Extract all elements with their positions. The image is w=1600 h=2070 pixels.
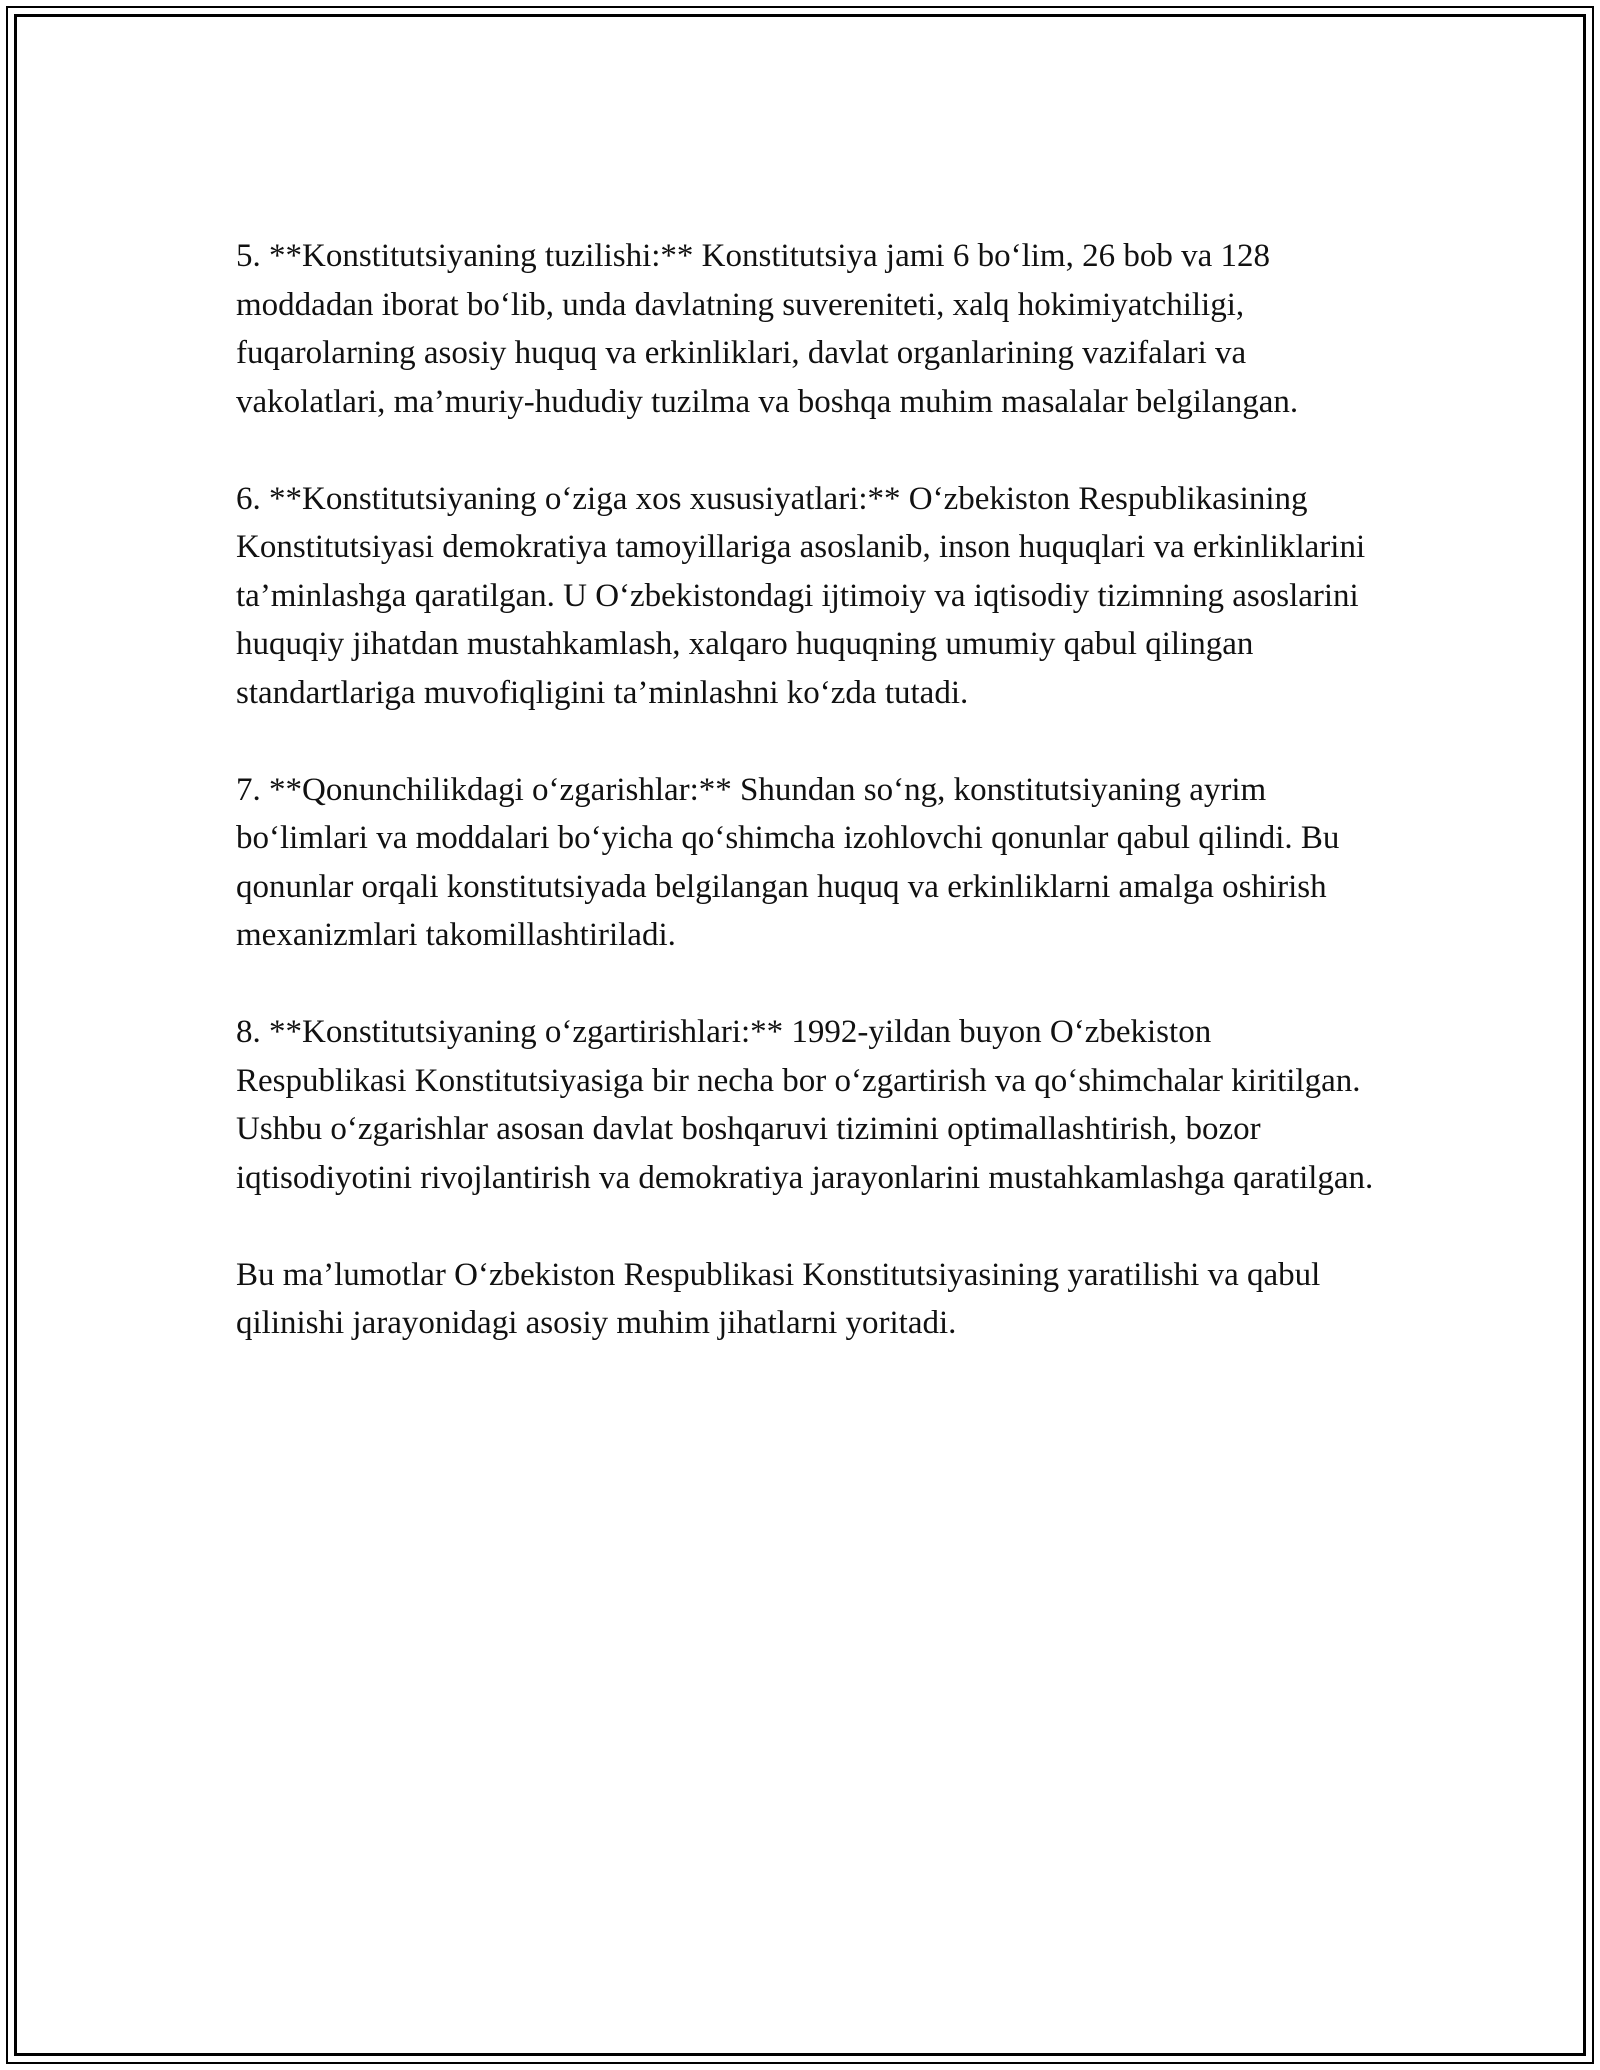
paragraph-structure: 5. **Konstitutsiyaning tuzilishi:** Konstitutsiya jami 6 bo‘lim, 26 bob va 128 moddadan iborat bo‘lib, unda davlatning suvereniteti, xalq hokimiyatchiligi, fuqarolarning asosiy huquq va erkinliklari, davlat organlarining vazifalari va vakolatlari, ma’muriy-hududiy tuzilma va boshqa muhim masalalar belgilangan. <box>236 238 1299 420</box>
paragraph-amendments: 8. **Konstitutsiyaning o‘zgartirishlari:** 1992-yildan buyon O‘zbekiston Respublikasi Konstitutsiyasiga bir necha bor o‘zgartirish va qo‘shimchalar kiritilgan. Ushbu o‘zgarishlar asosan davlat boshqaruvi tizimini optimallashtirish, bozor iqtisodiyotini rivojlantirish va demokratiya jarayonlarini mustahkamlashga qaratilgan. <box>236 1014 1374 1196</box>
paragraph-conclusion: Bu ma’lumotlar O‘zbekiston Respublikasi Konstitutsiyasining yaratilishi va qabul qilinishi jarayonidagi asosiy muhim jihatlarni yoritadi. <box>236 1256 1321 1341</box>
paragraph-features: 6. **Konstitutsiyaning o‘ziga xos xususiyatlari:** O‘zbekiston Respublikasining Konstitutsiyasi demokratiya tamoyillariga asoslanib, inson huquqlari va erkinliklarini ta’minlashga qaratilgan. U O‘zbekistondagi ijtimoiy va iqtisodiy tizimning asoslarini huquqiy jihatdan mustahkamlash, xalqaro huquqning umumiy qabul qilingan standartlariga muvofiqligini ta’minlashni ko‘zda tutadi. <box>236 480 1366 711</box>
document-body <box>236 232 1381 1396</box>
paragraph-legislation-changes: 7. **Qonunchilikdagi o‘zgarishlar:** Shundan so‘ng, konstitutsiyaning ayrim bo‘limlari va moddalari bo‘yicha qo‘shimcha izohlovchi qonunlar qabul qilindi. Bu qonunlar orqali konstitutsiyada belgilangan huquq va erkinliklarni amalga oshirish mexanizmlari takomillashtiriladi. <box>236 771 1340 953</box>
